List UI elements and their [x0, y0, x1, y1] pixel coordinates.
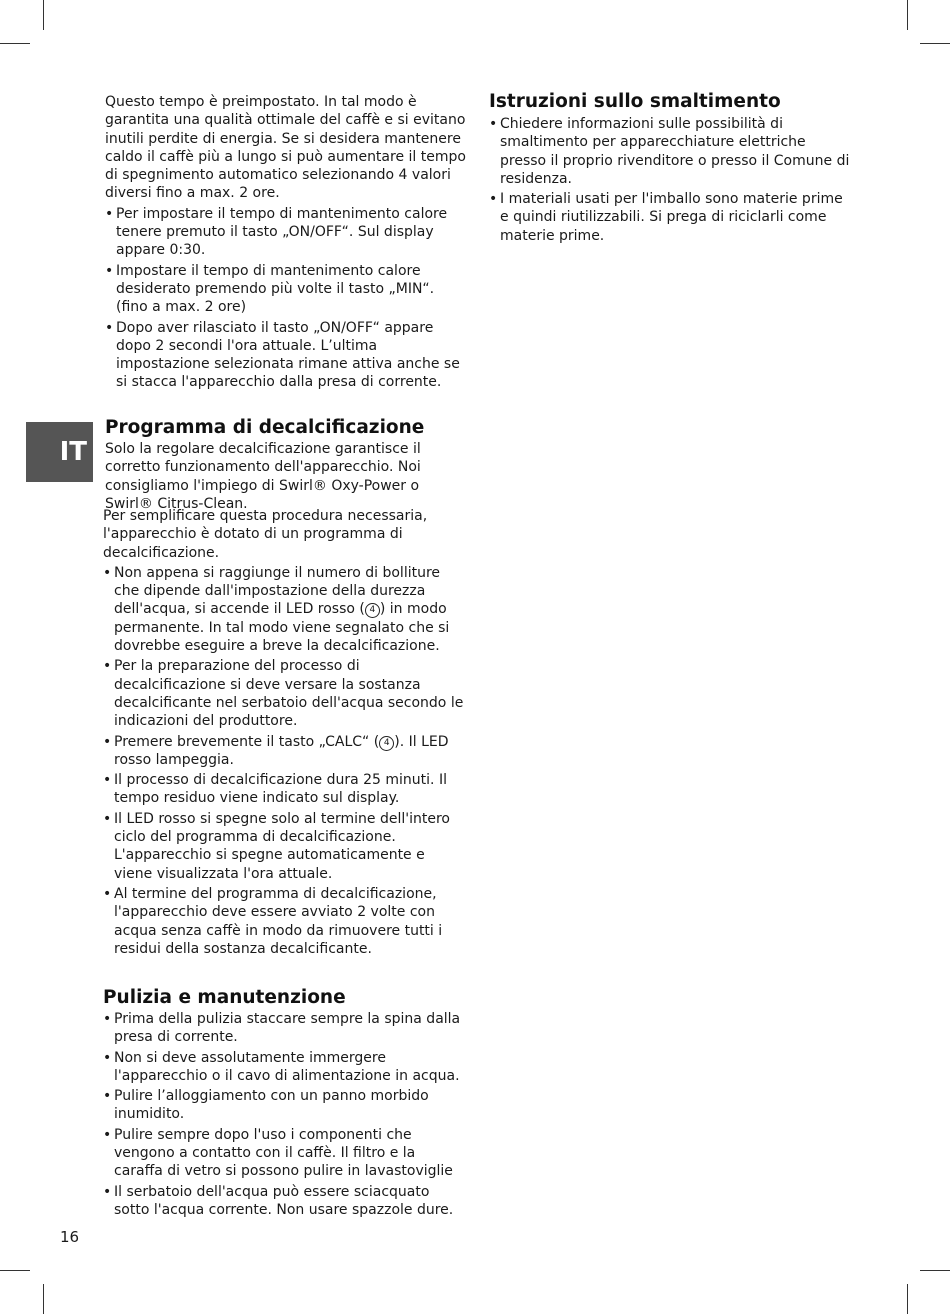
disposal-section	[489, 91, 853, 245]
list-item-text: ). Il LED rosso lampeggia.	[114, 733, 449, 768]
list-item: • Al termine del programma di decalcificazione, l'apparecchio deve essere avviato 2 volte con acqua senza caffè in modo da rimuovere tutti i residui della sostanza decalcificante.	[103, 885, 467, 958]
list-item-text: Premere brevemente il tasto „CALC“ (	[114, 733, 380, 750]
list-item: • Il processo di decalcificazione dura 25 minuti. Il tempo residuo viene indicato sul display.	[103, 771, 467, 808]
cleaning-title: Pulizia e manutenzione	[103, 987, 346, 1008]
decalc-bullet-list	[103, 564, 467, 958]
language-tab-label: IT	[59, 437, 87, 467]
decalc-section-body	[103, 507, 467, 958]
disposal-title: Istruzioni sullo smaltimento	[489, 91, 781, 112]
crop-mark	[43, 1284, 44, 1314]
crop-mark	[920, 1270, 950, 1271]
crop-mark	[907, 1284, 908, 1314]
decalc-intro: Solo la regolare decalcificazione garantisce il corretto funzionamento dell'apparecchio. Noi consigliamo l'impiego di Swirl® Oxy-Power o Swirl® Citrus-Clean.	[105, 441, 421, 512]
decalc-title: Programma di decalcificazione	[105, 417, 425, 438]
list-item	[103, 564, 467, 655]
list-item: • Non si deve assolutamente immergere l'apparecchio o il cavo di alimentazione in acqua.	[103, 1049, 467, 1086]
list-item-text: ) in modo permanente. In tal modo viene segnalato che si dovrebbe eseguire a breve la decalcificazione.	[114, 601, 450, 655]
list-item: • Pulire l’alloggiamento con un panno morbido inumidito.	[103, 1087, 467, 1124]
list-item: • I materiali usati per l'imballo sono materie prime e quindi riutilizzabili. Si prega di riciclarli come materie prime.	[489, 190, 853, 245]
intro-paragraph: Questo tempo è preimpostato. In tal modo è garantita una qualità ottimale del caffè e si evitano inutili perdite di energia. Se si desidera mantenere caldo il caffè più a lungo si può aumentare il tempo di spegnimento automatico selezionando 4 valori diversi fino a max. 2 ore.	[105, 94, 466, 202]
crop-mark	[907, 0, 908, 30]
decalc-paragraph: Per semplificare questa procedura necessaria, l'apparecchio è dotato di un programma di decalcificazione.	[103, 508, 428, 561]
list-item: • Per impostare il tempo di mantenimento calore tenere premuto il tasto „ON/OFF“. Sul display appare 0:30.	[105, 205, 467, 260]
crop-mark	[920, 43, 950, 44]
list-item: • Il LED rosso si spegne solo al termine dell'intero ciclo del programma di decalcificazione. L'apparecchio si spegne automaticamente e viene visualizzata l'ora attuale.	[103, 810, 467, 883]
list-item: • Il serbatoio dell'acqua può essere sciacquato sotto l'acqua corrente. Non usare spazzole dure.	[103, 1183, 467, 1220]
language-tab	[26, 422, 93, 482]
list-item-text: Non appena si raggiunge il numero di bolliture che dipende dall'impostazione della durezza dell'acqua, si accende il LED rosso (	[114, 564, 441, 618]
cleaning-section	[103, 987, 467, 1219]
list-item: • Chiedere informazioni sulle possibilità di smaltimento per apparecchiature elettriche presso il proprio rivenditore o presso il Comune di residenza.	[489, 115, 853, 188]
cleaning-bullet-list	[103, 1010, 467, 1219]
page-number: 16	[60, 1228, 80, 1246]
disposal-bullet-list	[489, 115, 853, 245]
list-item	[103, 733, 467, 770]
crop-mark	[43, 0, 44, 30]
crop-mark	[0, 1270, 30, 1271]
intro-bullet-list	[105, 205, 467, 392]
list-item: • Pulire sempre dopo l'uso i componenti che vengono a contatto con il caffè. Il filtro e la caraffa di vetro si possono pulire in lavastoviglie	[103, 1126, 467, 1181]
list-item: • Prima della pulizia staccare sempre la spina dalla presa di corrente.	[103, 1010, 467, 1047]
left-column-intro	[105, 93, 467, 392]
list-item: • Per la preparazione del processo di decalcificazione si deve versare la sostanza decalcificante nel serbatoio dell'acqua secondo le indicazioni del produttore.	[103, 657, 467, 730]
list-item: • Impostare il tempo di mantenimento calore desiderato premendo più volte il tasto „MIN“. (fino a max. 2 ore)	[105, 262, 467, 317]
list-item: • Dopo aver rilasciato il tasto „ON/OFF“ appare dopo 2 secondi l'ora attuale. L’ultima impostazione selezionata rimane attiva anche se si stacca l'apparecchio dalla presa di corrente.	[105, 319, 467, 392]
crop-mark	[0, 43, 30, 44]
circled-number-4-icon: 4	[379, 736, 394, 751]
circled-number-4-icon: 4	[365, 603, 380, 618]
decalc-section-header	[105, 417, 467, 513]
